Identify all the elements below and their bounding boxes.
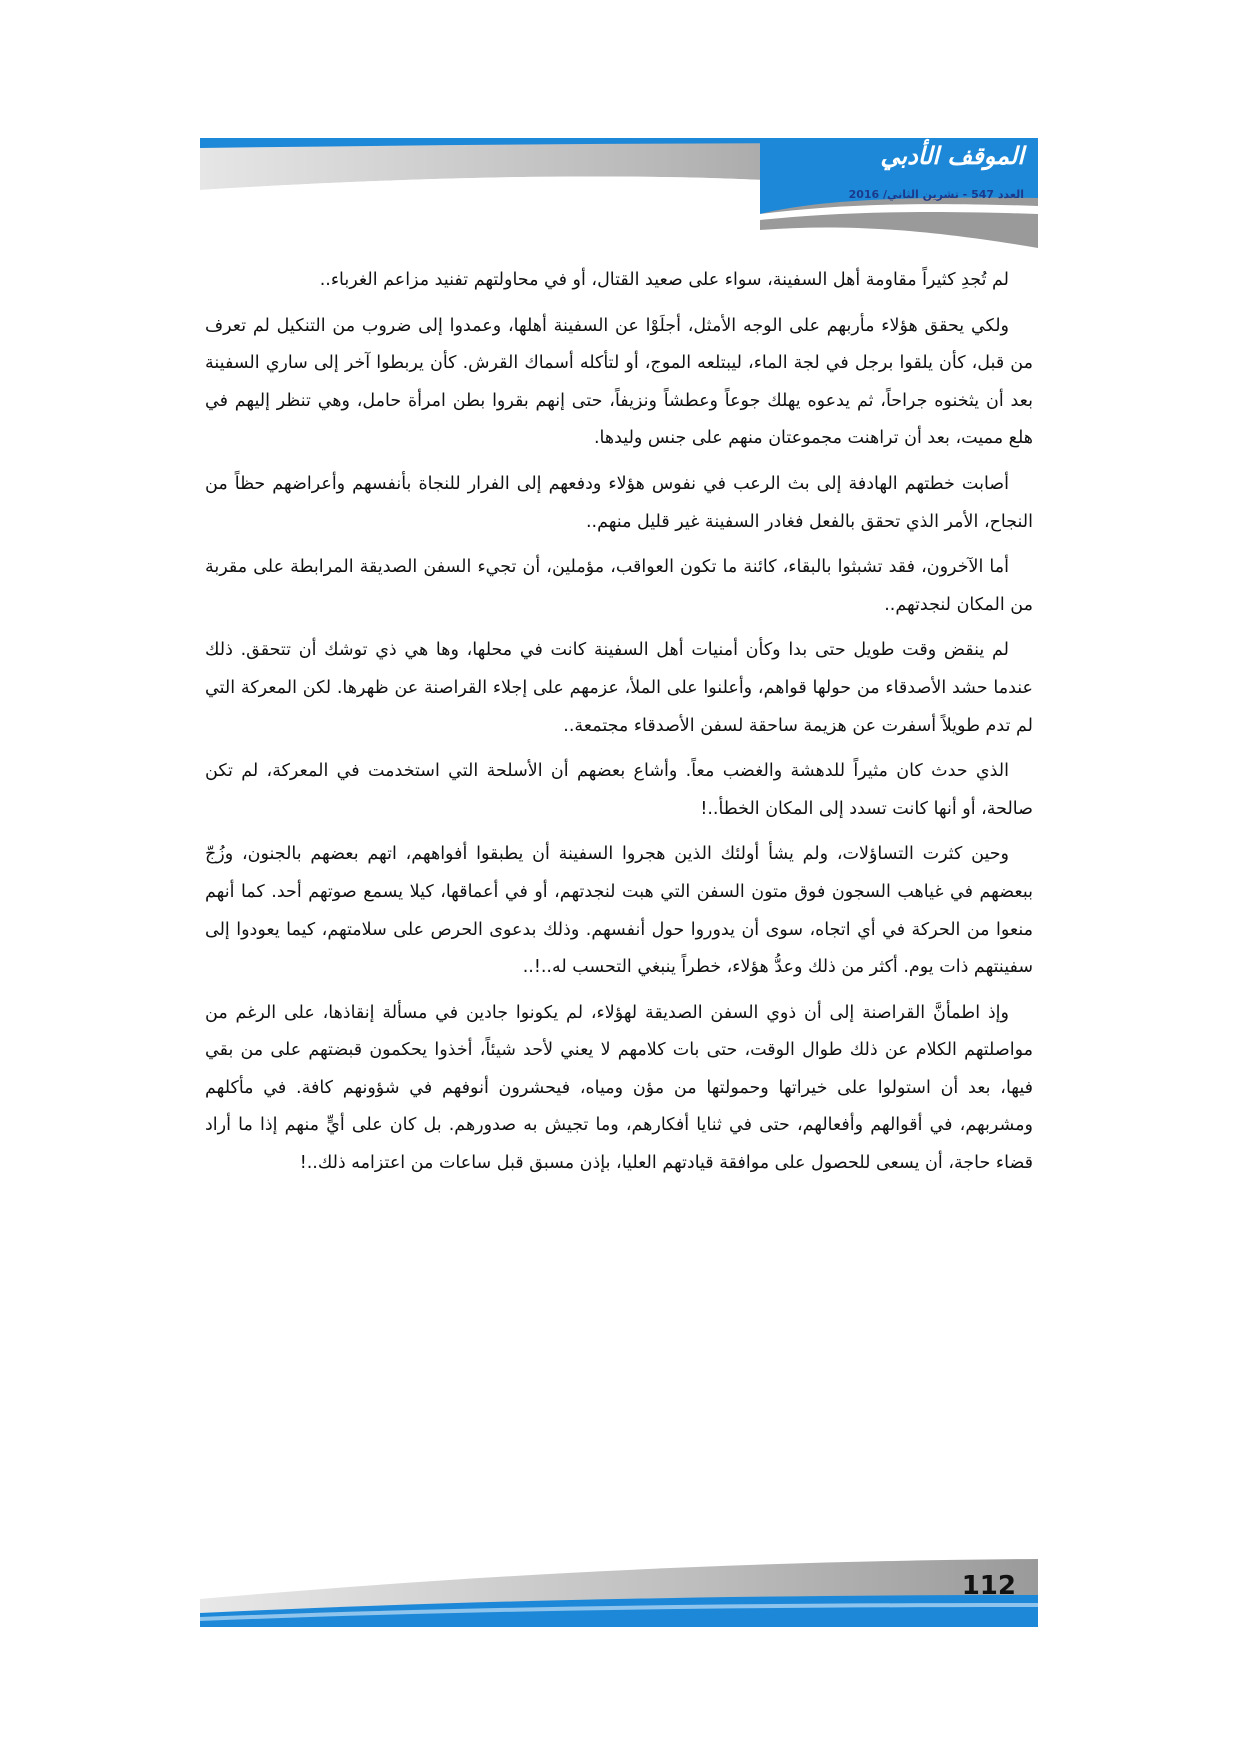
magazine-title-logo: الموقف الأدبي	[880, 142, 1024, 170]
article-paragraph-2: ولكي يحقق هؤلاء مأربهم على الوجه الأمثل، أجلَوْا عن السفينة أهلها، وعمدوا إلى ضروب من التنكيل لم تعرف من قبل، كأن يلقوا برجل في لجة الماء، ليبتلعه الموج، أو لتأكله أسماك القرش. كأن يربطوا آخر إلى ساري السفينة بعد أن يثخنوه جراحاً، ثم يدعوه يهلك جوعاً وعطشاً ونزيفاً، حتى إنهم بقروا بطن امرأة حامل، وهي تنظر إليهم في هلع مميت، بعد أن تراهنت مجموعتان منهم على جنس وليدها.	[205, 315, 1033, 449]
article-paragraph-5: لم ينقض وقت طويل حتى بدا وكأن أمنيات أهل السفينة كانت في محلها، وها هي ذي توشك أن تتحقق. ذلك عندما حشد الأصدقاء من حولها قواهم، وأعلنوا على الملأ، عزمهم على إجلاء القراصنة عن ظهرها. لكن المعركة التي لم تدم طويلاً أسفرت عن هزيمة ساحقة لسفن الأصدقاء مجتمعة..	[205, 640, 1033, 736]
article-paragraph-6: الذي حدث كان مثيراً للدهشة والغضب معاً. وأشاع بعضهم أن الأسلحة التي استخدمت في المعركة، لم تكن صالحة، أو أنها كانت تسدد إلى المكان الخطأ..!	[205, 761, 1033, 819]
article-paragraph-4: أما الآخرون، فقد تشبثوا بالبقاء، كائنة ما تكون العواقب، مؤملين، أن تجيء السفن الصديقة المرابطة على مقربة من المكان لنجدتهم..	[205, 557, 1033, 615]
article-body	[205, 262, 1033, 1191]
issue-info: العدد 547 - تشرين الثاني/ 2016	[848, 188, 1024, 201]
article-paragraph-7: وحين كثرت التساؤلات، ولم يشأ أولئك الذين هجروا السفينة أن يطبقوا أفواههم، اتهم بعضهم بالجنون، وزُجّ ببعضهم في غياهب السجون فوق متون السفن التي هبت لنجدتهم، أو في أعماقها، كيلا يسمع صوتهم أحد. كما أنهم منعوا من الحركة في أي اتجاه، سوى أن يدوروا حول أنفسهم. وذلك بدعوى الحرص على سلامتهم، كيما يعودوا إلى سفينتهم ذات يوم. أكثر من ذلك وعدُّ هؤلاء، خطراً ينبغي التحسب له..!..	[205, 844, 1033, 978]
page-number: 112	[961, 1571, 1016, 1601]
article-paragraph-8: وإذ اطمأنَّ القراصنة إلى أن ذوي السفن الصديقة لهؤلاء، لم يكونوا جادين في مسألة إنقاذها، على الرغم من مواصلتهم الكلام عن ذلك طوال الوقت، حتى بات كلامهم لا يعني لأحد شيئاً، أخذوا يحكمون قبضتهم على من بقي فيها، بعد أن استولوا على خيراتها وحمولتها من مؤن ومياه، فيحشرون أنوفهم في شؤونهم كافة. في مأكلهم ومشربهم، في أقوالهم وأفعالهم، حتى في ثنايا أفكارهم، وما تجيش به صدورهم. بل كان على أيٍّ منهم إذا ما أراد قضاء حاجة، أن يسعى للحصول على موافقة قيادتهم العليا، بإذن مسبق قبل ساعات من اعتزامه ذلك..!	[205, 1002, 1033, 1174]
article-paragraph-1: لم تُجدِ كثيراً مقاومة أهل السفينة، سواء على صعيد القتال، أو في محاولتهم تفنيد مزاعم الغرباء..	[319, 270, 1009, 290]
footer-swoosh-graphic	[200, 1555, 1038, 1627]
page-footer	[200, 1555, 1038, 1627]
article-paragraph-3: أصابت خطتهم الهادفة إلى بث الرعب في نفوس هؤلاء ودفعهم إلى الفرار للنجاة بأنفسهم وأعراضهم حظاً من النجاح، الأمر الذي تحقق بالفعل فغادر السفينة غير قليل منهم..	[205, 473, 1033, 532]
page-header	[200, 138, 1038, 248]
